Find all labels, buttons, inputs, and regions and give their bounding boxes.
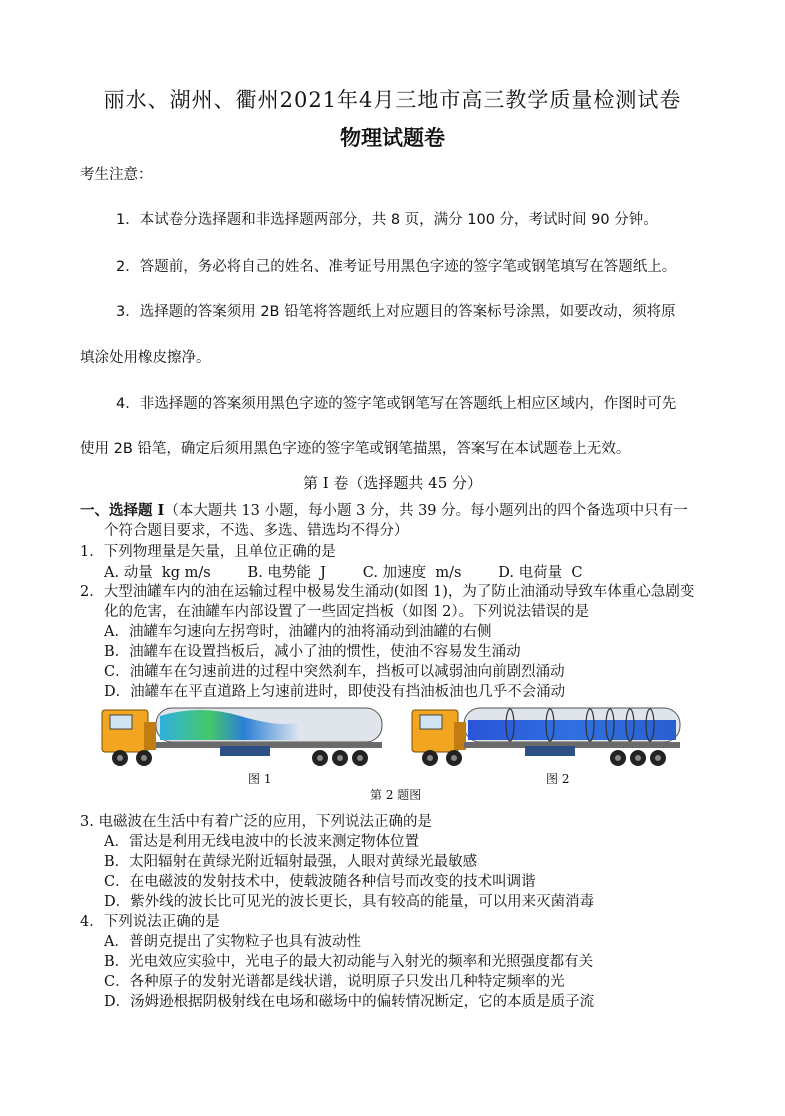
tanker-figure-2 — [410, 702, 685, 768]
notice-item-4a: 4．非选择题的答案须用黑色字迹的签字笔或钢笔写在答题纸上相应区域内，作图时可先 — [116, 396, 677, 412]
section-title: 第 I 卷（选择题共 45 分） — [302, 474, 483, 492]
notice-item-3a: 3．选择题的答案须用 2B 铅笔将答题纸上对应题目的答案标号涂黑，如要改动，须将原 — [116, 304, 676, 320]
q2-figure-caption: 第 2 题图 — [370, 788, 422, 802]
q2-stem-b: 化的危害，在油罐车内部设置了一些固定挡板（如图 2）。下列说法错误的是 — [104, 604, 590, 620]
q4-option-b: B．光电效应实验中，光电子的最大初动能与入射光的频率和光照强度都有关 — [104, 954, 594, 970]
q2-option-c: C．油罐车在匀速前进的过程中突然刹车，挡板可以减弱油向前剧烈涌动 — [104, 664, 565, 680]
q1-options: A. 动量 kg m/s B. 电势能 J C. 加速度 m/s D. 电荷量 C — [104, 565, 583, 581]
q2-option-b: B．油罐车在设置挡板后，减小了油的惯性，使油不容易发生涌动 — [104, 644, 521, 660]
q3-stem: 3. 电磁波在生活中有着广泛的应用，下列说法正确的是 — [80, 814, 432, 830]
q2-option-d: D．油罐车在平直道路上匀速前进时，即使没有挡油板油也几乎不会涌动 — [104, 684, 566, 700]
part-description: （本大题共 13 小题，每小题 3 分，共 39 分。每小题列出的四个备选项中只有一 — [164, 503, 688, 519]
q2-stem-a: 2．大型油罐车内的油在运输过程中极易发生涌动(如图 1)，为了防止油涌动导致车体重心急剧变 — [80, 584, 695, 600]
q4-option-a: A．普朗克提出了实物粒子也具有波动性 — [104, 934, 361, 950]
exam-title: 丽水、湖州、衢州2021年4月三地市高三教学质量检测试卷 — [103, 88, 682, 112]
part-description-cont: 个符合题目要求，不选、多选、错选均不得分） — [104, 523, 409, 539]
q3-option-d: D．紫外线的波长比可见光的波长更长，具有较高的能量，可以用来灭菌消毒 — [104, 894, 595, 910]
q3-option-c: C．在电磁波的发射技术中，使载波随各种信号而改变的技术叫调谐 — [104, 874, 536, 890]
notice-item-4b: 使用 2B 铅笔，确定后须用黑色字迹的签字笔或钢笔描黑，答案写在本试题卷上无效。 — [80, 441, 631, 457]
exam-subtitle: 物理试题卷 — [340, 126, 445, 150]
q3-option-b: B．太阳辐射在黄绿光附近辐射最强，人眼对黄绿光最敏感 — [104, 854, 478, 870]
notice-item-2: 2．答题前，务必将自己的姓名、准考证号用黑色字迹的签字笔或钢笔填写在答题纸上。 — [116, 259, 677, 275]
q1-stem: 1．下列物理量是矢量，且单位正确的是 — [80, 544, 336, 560]
q4-option-c: C．各种原子的发射光谱都是线状谱，说明原子只发出几种特定频率的光 — [104, 974, 565, 990]
q2-option-a: A．油罐车匀速向左拐弯时，油罐内的油将涌动到油罐的右侧 — [104, 624, 492, 640]
figure-2-caption: 图 2 — [546, 772, 570, 786]
figure-1-caption: 图 1 — [248, 772, 272, 786]
part-heading — [80, 499, 688, 520]
notice-heading: 考生注意： — [80, 167, 153, 183]
notice-item-1: 1．本试卷分选择题和非选择题两部分，共 8 页，满分 100 分，考试时间 90 分钟。 — [116, 212, 658, 228]
part-label: 一、选择题 I — [80, 502, 165, 519]
q4-stem: 4．下列说法正确的是 — [80, 914, 220, 930]
notice-item-3b: 填涂处用橡皮擦净。 — [80, 350, 211, 366]
tanker-figure-1 — [100, 702, 390, 768]
q3-option-a: A．雷达是利用无线电波中的长波来测定物体位置 — [104, 834, 419, 850]
q4-option-d: D．汤姆逊根据阴极射线在电场和磁场中的偏转情况断定，它的本质是质子流 — [104, 994, 595, 1010]
